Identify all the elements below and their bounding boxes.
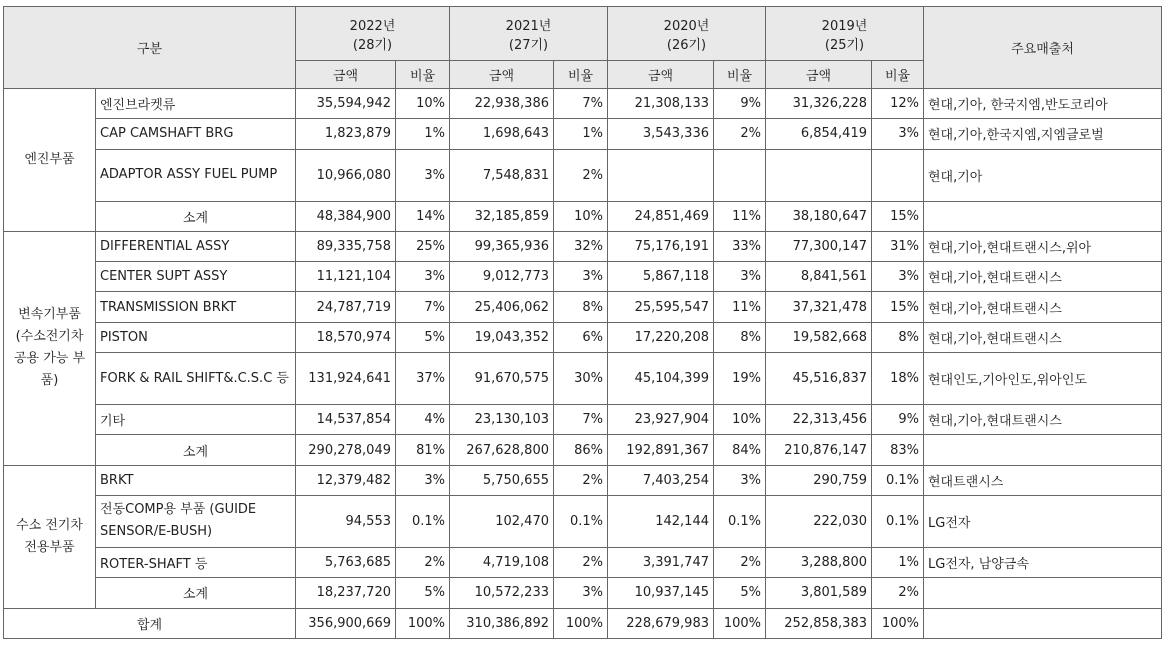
ratio-cell bbox=[714, 149, 766, 201]
customer-cell bbox=[924, 578, 1162, 608]
amount-cell: 267,628,800 bbox=[450, 435, 554, 465]
ratio-cell: 31% bbox=[872, 231, 924, 261]
amount-cell: 19,582,668 bbox=[766, 322, 872, 352]
amount-cell: 45,516,837 bbox=[766, 353, 872, 405]
header-year-2021: 2021년 (27기) bbox=[450, 7, 608, 61]
total-label: 합계 bbox=[4, 608, 296, 638]
ratio-cell: 81% bbox=[396, 435, 450, 465]
table-row bbox=[4, 292, 1162, 322]
amount-cell: 89,335,758 bbox=[296, 231, 396, 261]
ratio-cell: 100% bbox=[872, 608, 924, 638]
amount-cell: 7,548,831 bbox=[450, 149, 554, 201]
ratio-cell: 14% bbox=[396, 201, 450, 231]
amount-cell: 19,043,352 bbox=[450, 322, 554, 352]
ratio-cell: 8% bbox=[714, 322, 766, 352]
table-row bbox=[4, 353, 1162, 405]
item-name: DIFFERENTIAL ASSY bbox=[96, 231, 296, 261]
ratio-cell: 8% bbox=[554, 292, 608, 322]
amount-cell: 18,237,720 bbox=[296, 578, 396, 608]
ratio-cell: 83% bbox=[872, 435, 924, 465]
ratio-cell: 4% bbox=[396, 405, 450, 435]
amount-cell: 11,121,104 bbox=[296, 262, 396, 292]
ratio-cell: 25% bbox=[396, 231, 450, 261]
ratio-cell: 2% bbox=[872, 578, 924, 608]
amount-cell: 17,220,208 bbox=[608, 322, 714, 352]
ratio-cell: 86% bbox=[554, 435, 608, 465]
customer-cell bbox=[924, 435, 1162, 465]
subtotal-row bbox=[4, 435, 1162, 465]
amount-cell: 77,300,147 bbox=[766, 231, 872, 261]
ratio-cell: 37% bbox=[396, 353, 450, 405]
header-customers: 주요매출처 bbox=[924, 7, 1162, 89]
ratio-cell: 3% bbox=[872, 262, 924, 292]
customer-cell bbox=[924, 201, 1162, 231]
ratio-cell: 10% bbox=[714, 405, 766, 435]
ratio-cell bbox=[872, 149, 924, 201]
amount-cell: 10,966,080 bbox=[296, 149, 396, 201]
amount-cell: 12,379,482 bbox=[296, 465, 396, 495]
ratio-cell: 0.1% bbox=[714, 495, 766, 547]
ratio-cell: 1% bbox=[872, 547, 924, 577]
table-row bbox=[4, 405, 1162, 435]
amount-cell: 75,176,191 bbox=[608, 231, 714, 261]
subtotal-row bbox=[4, 201, 1162, 231]
customer-cell: 현대,기아,한국지엠,지엠글로벌 bbox=[924, 119, 1162, 149]
amount-cell: 14,537,854 bbox=[296, 405, 396, 435]
ratio-cell: 2% bbox=[396, 547, 450, 577]
header-category: 구분 bbox=[4, 7, 296, 89]
amount-cell: 6,854,419 bbox=[766, 119, 872, 149]
header-ratio: 비율 bbox=[872, 61, 924, 89]
ratio-cell: 7% bbox=[554, 89, 608, 119]
ratio-cell: 84% bbox=[714, 435, 766, 465]
header-ratio: 비율 bbox=[396, 61, 450, 89]
item-name: 엔진브라켓류 bbox=[96, 89, 296, 119]
amount-cell: 24,787,719 bbox=[296, 292, 396, 322]
amount-cell: 9,012,773 bbox=[450, 262, 554, 292]
amount-cell: 94,553 bbox=[296, 495, 396, 547]
table-row bbox=[4, 547, 1162, 577]
ratio-cell: 5% bbox=[396, 322, 450, 352]
header-ratio: 비율 bbox=[714, 61, 766, 89]
item-name: TRANSMISSION BRKT bbox=[96, 292, 296, 322]
ratio-cell: 100% bbox=[554, 608, 608, 638]
customer-cell: 현대,기아,현대트랜시스 bbox=[924, 405, 1162, 435]
ratio-cell: 3% bbox=[554, 578, 608, 608]
item-name: 기타 bbox=[96, 405, 296, 435]
amount-cell: 1,698,643 bbox=[450, 119, 554, 149]
ratio-cell: 15% bbox=[872, 292, 924, 322]
amount-cell: 32,185,859 bbox=[450, 201, 554, 231]
amount-cell: 99,365,936 bbox=[450, 231, 554, 261]
group-label: 변속기부품 (수소전기차 공용 가능 부품) bbox=[4, 231, 96, 465]
ratio-cell: 9% bbox=[714, 89, 766, 119]
ratio-cell: 3% bbox=[396, 465, 450, 495]
item-name: ROTER-SHAFT 등 bbox=[96, 547, 296, 577]
customer-cell: LG전자, 남양금속 bbox=[924, 547, 1162, 577]
sales-table bbox=[3, 6, 1162, 639]
amount-cell: 37,321,478 bbox=[766, 292, 872, 322]
ratio-cell: 100% bbox=[714, 608, 766, 638]
ratio-cell: 2% bbox=[714, 119, 766, 149]
header-amount: 금액 bbox=[450, 61, 554, 89]
ratio-cell: 8% bbox=[872, 322, 924, 352]
customer-cell: 현대,기아,현대트랜시스,위아 bbox=[924, 231, 1162, 261]
customer-cell: 현대,기아,현대트랜시스 bbox=[924, 322, 1162, 352]
table-row bbox=[4, 149, 1162, 201]
header-amount: 금액 bbox=[296, 61, 396, 89]
subtotal-label: 소계 bbox=[96, 435, 296, 465]
table-row bbox=[4, 262, 1162, 292]
header-amount: 금액 bbox=[608, 61, 714, 89]
customer-cell: 현대,기아 bbox=[924, 149, 1162, 201]
amount-cell: 35,594,942 bbox=[296, 89, 396, 119]
ratio-cell: 0.1% bbox=[872, 465, 924, 495]
amount-cell: 102,470 bbox=[450, 495, 554, 547]
ratio-cell: 5% bbox=[714, 578, 766, 608]
ratio-cell: 7% bbox=[554, 405, 608, 435]
table-row bbox=[4, 322, 1162, 352]
ratio-cell: 2% bbox=[554, 149, 608, 201]
ratio-cell: 18% bbox=[872, 353, 924, 405]
amount-cell: 22,313,456 bbox=[766, 405, 872, 435]
amount-cell: 25,406,062 bbox=[450, 292, 554, 322]
subtotal-label: 소계 bbox=[96, 578, 296, 608]
amount-cell: 21,308,133 bbox=[608, 89, 714, 119]
ratio-cell: 0.1% bbox=[554, 495, 608, 547]
amount-cell: 3,391,747 bbox=[608, 547, 714, 577]
header-year-2022: 2022년 (28기) bbox=[296, 7, 450, 61]
amount-cell: 5,763,685 bbox=[296, 547, 396, 577]
amount-cell: 4,719,108 bbox=[450, 547, 554, 577]
ratio-cell: 10% bbox=[396, 89, 450, 119]
ratio-cell: 3% bbox=[714, 465, 766, 495]
amount-cell bbox=[608, 149, 714, 201]
ratio-cell: 1% bbox=[396, 119, 450, 149]
amount-cell: 142,144 bbox=[608, 495, 714, 547]
amount-cell: 24,851,469 bbox=[608, 201, 714, 231]
ratio-cell: 0.1% bbox=[872, 495, 924, 547]
ratio-cell: 3% bbox=[714, 262, 766, 292]
ratio-cell: 9% bbox=[872, 405, 924, 435]
amount-cell: 290,759 bbox=[766, 465, 872, 495]
ratio-cell: 10% bbox=[554, 201, 608, 231]
table-row bbox=[4, 89, 1162, 119]
ratio-cell: 6% bbox=[554, 322, 608, 352]
item-name: 전동COMP용 부품 (GUIDE SENSOR/E-BUSH) bbox=[96, 495, 296, 547]
amount-cell bbox=[766, 149, 872, 201]
table-row bbox=[4, 465, 1162, 495]
amount-cell: 210,876,147 bbox=[766, 435, 872, 465]
header-amount: 금액 bbox=[766, 61, 872, 89]
header-ratio: 비율 bbox=[554, 61, 608, 89]
amount-cell: 22,938,386 bbox=[450, 89, 554, 119]
amount-cell: 48,384,900 bbox=[296, 201, 396, 231]
customer-cell: 현대,기아, 한국지엠,반도코리아 bbox=[924, 89, 1162, 119]
item-name: BRKT bbox=[96, 465, 296, 495]
header-year-2020: 2020년 (26기) bbox=[608, 7, 766, 61]
amount-cell: 1,823,879 bbox=[296, 119, 396, 149]
amount-cell: 10,572,233 bbox=[450, 578, 554, 608]
subtotal-row bbox=[4, 578, 1162, 608]
customer-cell: 현대트랜시스 bbox=[924, 465, 1162, 495]
ratio-cell: 3% bbox=[554, 262, 608, 292]
ratio-cell: 11% bbox=[714, 292, 766, 322]
table-body bbox=[4, 89, 1162, 639]
ratio-cell: 15% bbox=[872, 201, 924, 231]
ratio-cell: 5% bbox=[396, 578, 450, 608]
item-name: CENTER SUPT ASSY bbox=[96, 262, 296, 292]
amount-cell: 192,891,367 bbox=[608, 435, 714, 465]
amount-cell: 3,543,336 bbox=[608, 119, 714, 149]
amount-cell: 222,030 bbox=[766, 495, 872, 547]
amount-cell: 252,858,383 bbox=[766, 608, 872, 638]
ratio-cell: 2% bbox=[714, 547, 766, 577]
ratio-cell: 30% bbox=[554, 353, 608, 405]
ratio-cell: 2% bbox=[554, 465, 608, 495]
table-row bbox=[4, 231, 1162, 261]
ratio-cell: 0.1% bbox=[396, 495, 450, 547]
ratio-cell: 1% bbox=[554, 119, 608, 149]
amount-cell: 10,937,145 bbox=[608, 578, 714, 608]
amount-cell: 38,180,647 bbox=[766, 201, 872, 231]
amount-cell: 8,841,561 bbox=[766, 262, 872, 292]
amount-cell: 3,288,800 bbox=[766, 547, 872, 577]
ratio-cell: 7% bbox=[396, 292, 450, 322]
table-row bbox=[4, 495, 1162, 547]
amount-cell: 31,326,228 bbox=[766, 89, 872, 119]
amount-cell: 3,801,589 bbox=[766, 578, 872, 608]
amount-cell: 310,386,892 bbox=[450, 608, 554, 638]
ratio-cell: 3% bbox=[396, 149, 450, 201]
customer-cell: 현대인도,기아인도,위아인도 bbox=[924, 353, 1162, 405]
amount-cell: 18,570,974 bbox=[296, 322, 396, 352]
subtotal-label: 소계 bbox=[96, 201, 296, 231]
item-name: ADAPTOR ASSY FUEL PUMP bbox=[96, 149, 296, 201]
table-row bbox=[4, 119, 1162, 149]
ratio-cell: 11% bbox=[714, 201, 766, 231]
header-year-2019: 2019년 (25기) bbox=[766, 7, 924, 61]
ratio-cell: 100% bbox=[396, 608, 450, 638]
amount-cell: 290,278,049 bbox=[296, 435, 396, 465]
amount-cell: 356,900,669 bbox=[296, 608, 396, 638]
ratio-cell: 32% bbox=[554, 231, 608, 261]
group-label: 수소 전기차 전용부품 bbox=[4, 465, 96, 608]
amount-cell: 45,104,399 bbox=[608, 353, 714, 405]
amount-cell: 25,595,547 bbox=[608, 292, 714, 322]
item-name: PISTON bbox=[96, 322, 296, 352]
ratio-cell: 3% bbox=[872, 119, 924, 149]
amount-cell: 7,403,254 bbox=[608, 465, 714, 495]
ratio-cell: 33% bbox=[714, 231, 766, 261]
total-row bbox=[4, 608, 1162, 638]
customer-cell: 현대,기아,현대트랜시스 bbox=[924, 292, 1162, 322]
ratio-cell: 19% bbox=[714, 353, 766, 405]
customer-cell bbox=[924, 608, 1162, 638]
item-name: FORK & RAIL SHIFT&.C.S.C 등 bbox=[96, 353, 296, 405]
group-label: 엔진부품 bbox=[4, 89, 96, 232]
item-name: CAP CAMSHAFT BRG bbox=[96, 119, 296, 149]
ratio-cell: 2% bbox=[554, 547, 608, 577]
ratio-cell: 12% bbox=[872, 89, 924, 119]
amount-cell: 91,670,575 bbox=[450, 353, 554, 405]
customer-cell: 현대,기아,현대트랜시스 bbox=[924, 262, 1162, 292]
ratio-cell: 3% bbox=[396, 262, 450, 292]
amount-cell: 131,924,641 bbox=[296, 353, 396, 405]
amount-cell: 228,679,983 bbox=[608, 608, 714, 638]
amount-cell: 5,750,655 bbox=[450, 465, 554, 495]
amount-cell: 23,927,904 bbox=[608, 405, 714, 435]
amount-cell: 5,867,118 bbox=[608, 262, 714, 292]
customer-cell: LG전자 bbox=[924, 495, 1162, 547]
amount-cell: 23,130,103 bbox=[450, 405, 554, 435]
